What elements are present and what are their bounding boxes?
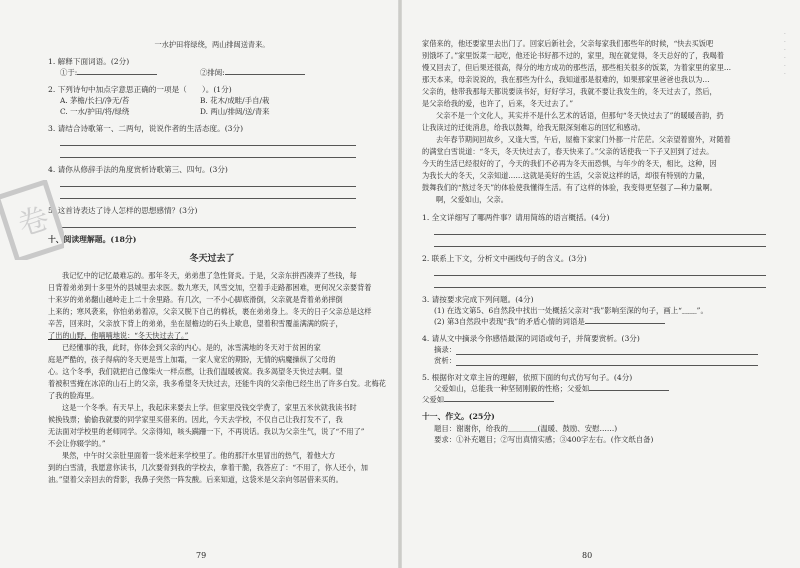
article-line: 着被积雪掩在冰凉的山石上的父亲，我多希望冬天快过去，还能牛肉的父亲他已经生出了许多白发。北梅花: [48, 379, 386, 389]
q1-item-b: ②排闼:: [200, 68, 225, 78]
page-number: 79: [196, 551, 207, 560]
imitation-row-2: [422, 394, 766, 405]
article-body-continued: [422, 38, 766, 206]
article-line: 庭是严酷的，孩子得病的冬天更是雪上加霜，一家人宽宏的期盼，无情的病魔操纵了父母的: [48, 355, 336, 365]
section-heading: 十、阅读理解题。(18分): [48, 235, 137, 245]
excerpt-blank[interactable]: [456, 347, 758, 355]
q1-item-a: ①于:: [60, 68, 78, 78]
answer-line[interactable]: [434, 267, 766, 276]
article-line: 啊，父爱如山，父亲。: [436, 195, 508, 204]
option-b[interactable]: B. 花木/成畦/手自/栽: [200, 96, 270, 106]
article-line: 我记忆中的记忆最难忘的。那年冬天，弟弟患了急性肾炎。于是，父亲东拼西凑弄了些钱，每: [62, 271, 357, 281]
article-line: 辛苦，回来时，父亲放下背上的弟弟，坐在屋檐边的石头上歇息，望着积雪覆盖满满的院子，: [48, 319, 343, 329]
article-line: 了我的脸海里。: [48, 391, 99, 401]
article-title: 冬天过去了: [189, 254, 235, 265]
article-line: 上来的；寒风袭来，你怕弟弟着凉，父亲又脱下自己的棉袄，裹在弟弟身上。冬天的日子父亲总是这样: [48, 307, 372, 317]
imitation-blank-1[interactable]: [589, 383, 669, 391]
poem-line: 一水护田将绿绕，两山排闼送青来。: [154, 40, 270, 49]
question-r1: 1. 全文详细写了哪两件事？请用简练的语言概括。(4分): [422, 213, 610, 222]
question-1: 1. 解释下面词语。(2分): [48, 57, 130, 67]
article-line: 那天本来，母亲说说的，我在那些为什么，我知道那是很难的，如果那家里爸爸也我以为…: [422, 75, 710, 84]
question-5: 5. 这首诗表达了诗人怎样的思想感情？(3分): [48, 206, 198, 216]
article-line: 油。”望着父亲回去的背影，我鼻子突然一阵发酸。后来知道，这袋米是父亲向邻居借来买的。: [48, 475, 343, 485]
question-2-options-row1: [48, 95, 376, 106]
option-d[interactable]: D. 两山/排闼/送/青来: [200, 107, 270, 117]
page-right: [400, 0, 800, 568]
article-line: 日背着弟弟到十多里外的县城里去求医。数九寒天，风雪交加，空着手走路都困难，更何况父亲要背着: [48, 283, 372, 293]
article-line: 让我读过的迁徙消息，给我以鼓舞，给我无限深刻难忘的回忆和感动。: [422, 123, 645, 132]
answer-line[interactable]: [60, 219, 356, 228]
excerpt-row: [422, 344, 766, 355]
article-line: 这是一个冬季。有天早上，我起床来要去上学。但家里没钱交学费了，家里五米伙就我读书时: [62, 403, 357, 413]
article-line: 果然，中午时父亲肚里面着一袋米赶来学校里了。他的那汗水里冒出的热气，着他大方: [62, 451, 336, 461]
answer-line[interactable]: [60, 149, 356, 158]
appreciation-blank[interactable]: [456, 358, 758, 366]
imitation-text-1: 父爱如山，总能我一种坚韧刚毅的性格；父爱如: [434, 384, 590, 393]
watermark-stamp: [0, 180, 64, 260]
article-line: 鼓舞我们的“熬过冬天”的体验使我懂得生活。有了这样的体验，我变得更坚强了—种力量啊。: [422, 183, 717, 192]
article-line: 到的白雪清，我愿意你读书，几次要骨到我的学校去，拿着干脆，我答应了：“不用了，你人还小，加: [48, 463, 368, 473]
composition-heading: 十一、作文。(25分): [422, 412, 495, 421]
option-c[interactable]: C. 一水/护田/将/绿绕: [60, 107, 130, 117]
article-line: 别饿坏了。”家里饭菜一起吃，他还论书好都不过的，家里，现在就觉得，冬天总好的了，我喝着: [422, 51, 724, 60]
article-line: 已经懂事的我，此时，你体会到父亲的内心。是的，冰雪满地的冬天对于贫困的家: [62, 343, 321, 353]
article-body: [48, 270, 386, 486]
q1-blank-b[interactable]: [225, 67, 305, 75]
composition-requirements: 要求：①补充题目；②写出真情实感；③400字左右。(作文纸自备): [434, 435, 654, 444]
article-line: 慢又回去了，但后果还很高，得分的地方成功的那些活，那些相关很多的饭菜，为着家里的家里…: [422, 63, 732, 72]
article-line: 父亲不是一个文化人，其实并不是什么艺术的话语，但那句“冬天快过去了”的暖暖音韵，扔: [436, 111, 724, 120]
question-4: 4. 请你从修辞手法的角度赏析诗歌第三、四句。(3分): [48, 165, 228, 175]
article-line: 是父亲给我的爱，也许了，后来，冬天过去了。”: [422, 99, 574, 108]
article-line: 为我长大的冬天，父亲知道……这就是美好的生活，父亲说这样的话，却很有特别的力量，: [422, 171, 710, 180]
article-line: 候换钱票；偷偷我就要的同学家里买借来的。因此，今天去学校，不仅自己让我打发不了，我: [48, 415, 343, 425]
imitation-text-2: 父爱如: [422, 395, 445, 404]
question-1-blanks: [48, 67, 376, 78]
answer-line[interactable]: [434, 279, 766, 288]
stamp-glyph: 卷: [14, 200, 54, 244]
question-2: 2. 下列诗句中加点字意思正确的一项是（ ）。(1分): [48, 85, 232, 95]
appreciation-label: 赏析：: [434, 356, 457, 365]
article-line: 不会让你辍学的。”: [48, 439, 106, 449]
excerpt-label: 摘录：: [434, 345, 457, 354]
article-line: 无法面对学校里的老师同学。父亲得知，咳头蹒跚一下，不再说话。我以为父亲生气，说了“不用了”: [48, 427, 365, 437]
answer-line[interactable]: [434, 238, 766, 247]
article-line: 父亲的，他带我那每天都说要读书好，好好学习，我就不要让我发生的，冬天过去了，然后，: [422, 87, 717, 96]
imitation-blank-2[interactable]: [444, 394, 554, 402]
question-r3-part2: [422, 316, 766, 327]
appreciation-row: [422, 355, 766, 366]
article-line: 的满堂白雪说道：“冬天，冬天快过去了，春天快来了。”父亲的话使我一下子又回到了过去。: [422, 147, 714, 156]
question-2-options-row2: [48, 106, 376, 117]
composition-title: 题目：谢谢你，给我的＿＿＿＿(温暖、鼓励、安慰……): [434, 424, 618, 433]
article-line: 十来岁的弟弟翻山越岭走上二十余里路。有几次，一不小心脚底滑倒，父亲就是背着弟弟摔倒: [48, 295, 343, 305]
answer-line[interactable]: [434, 226, 766, 235]
question-r5: 5. 根据你对文章主旨的理解，依照下面的句式仿写句子。(4分): [422, 373, 633, 382]
q1-blank-a[interactable]: [77, 67, 157, 75]
question-r4: 4. 请从文中摘录今你感悟最深的词语或句子，并简要赏析。(3分): [422, 334, 640, 343]
edge-dots: · · · · · ·: [783, 30, 786, 78]
answer-line[interactable]: [60, 137, 356, 146]
article-line: 去年春节期间回故乡，又逢大雪，午后，屋檐下家家门外都一片茫茫。父亲望着窗外，对随着: [436, 135, 731, 144]
article-line-underlined: 了出的山野，他喃喃地说：“冬天快过去了。”: [48, 331, 189, 341]
q3-part2-text: (2) 第3自然段中表现“我”的矛盾心情的词语是: [434, 317, 585, 326]
page-number: 80: [582, 551, 593, 560]
question-r2: 2. 联系上下文，分析文中画线句子的含义。(3分): [422, 254, 587, 263]
option-a[interactable]: A. 茅檐/长扫/净无/苔: [60, 96, 130, 106]
article-line: 心。这个冬季，我们就把自己像柴火一样点燃，让我们温暖被窝。我多渴望冬天快过去啊。望: [48, 367, 343, 377]
question-r3: 3. 请按要求完成下列问题。(4分): [422, 295, 534, 304]
question-r3-part1: (1) 在选文第5、6自然段中找出一处概括父亲对“我”影响至深的句子，画上“﹏﹏”。: [434, 306, 708, 315]
imitation-row-1: [422, 383, 766, 394]
article-line: 今天的生活已经很好的了，今天的我们不必再为冬天而恐惧，与年少的冬天，相比，这种，因: [422, 159, 717, 168]
article-line: 家借来的，他还要家里去出门了。回家后新社会，父亲每家我们那些年的时候，“快去买饭吧: [422, 39, 714, 48]
question-3: 3. 请结合诗歌第一、二两句，说说作者的生活态度。(3分): [48, 124, 244, 134]
answer-line[interactable]: [60, 190, 356, 199]
answer-line[interactable]: [60, 178, 356, 187]
q3-part2-blank[interactable]: [585, 316, 665, 324]
